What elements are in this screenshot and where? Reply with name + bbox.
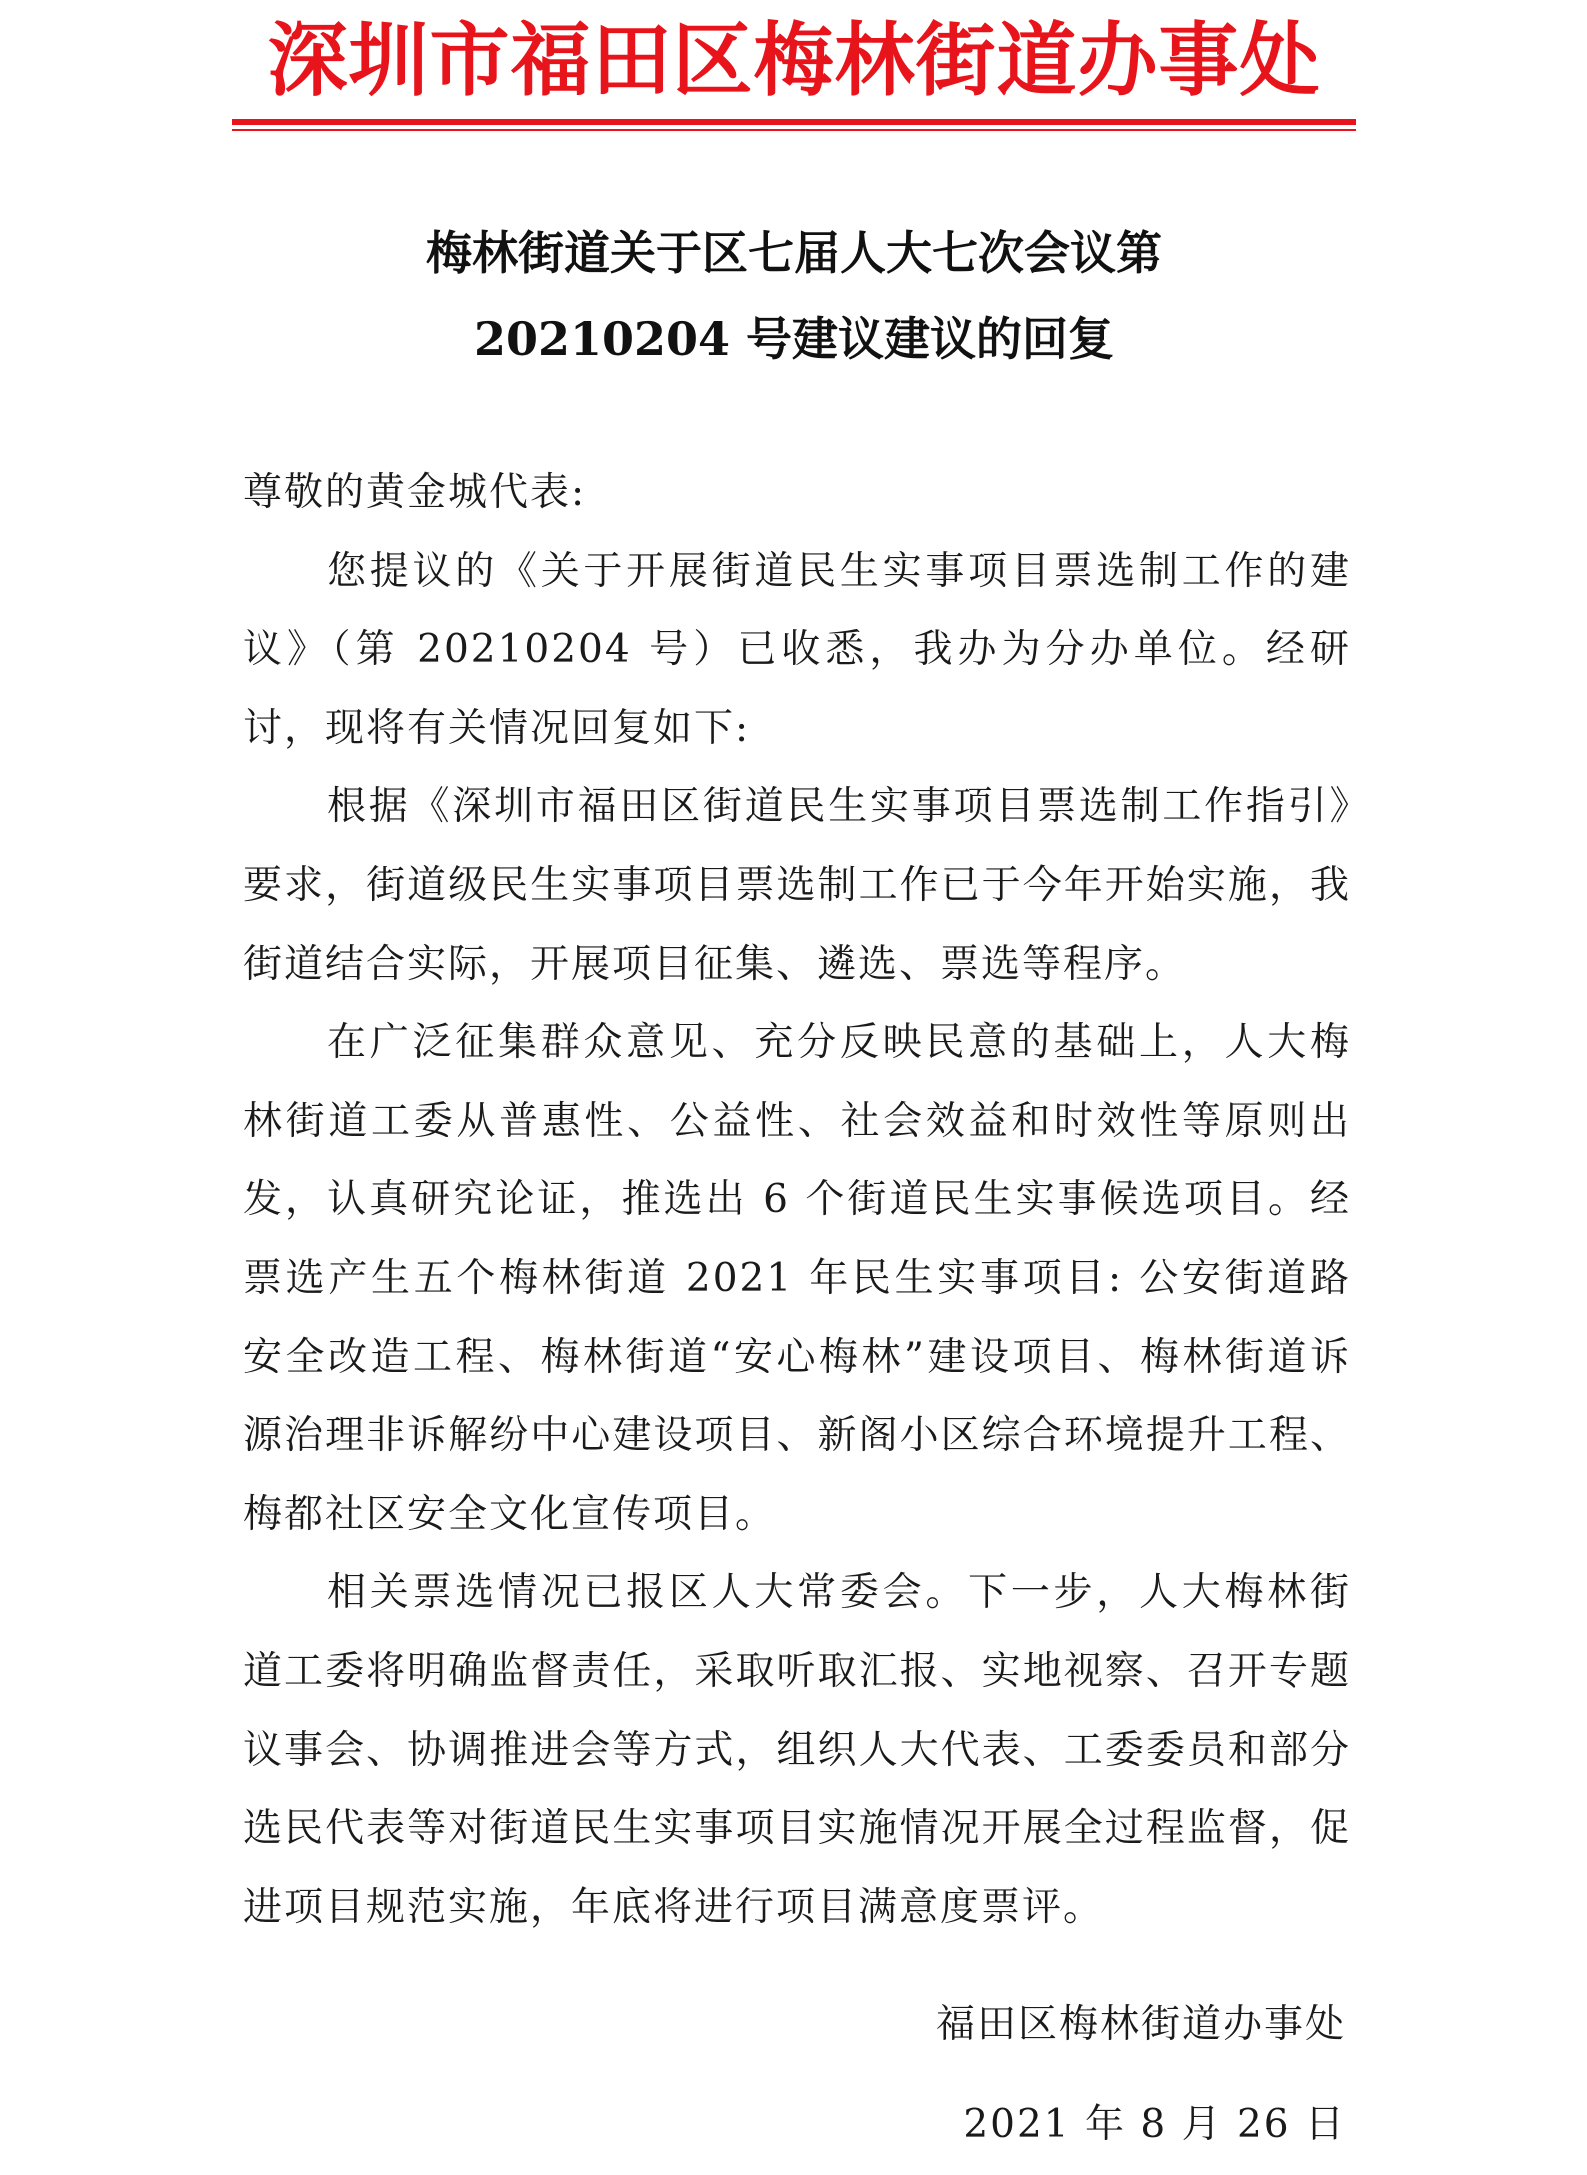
signature-block [800,1975,1346,2175]
masthead-rule-thin [232,129,1356,131]
body-paragraph-4: 相关票选情况已报区人大常委会。下一步，人大梅林街道工委将明确监督责任，采取听取汇报、实地视察、召开专题议事会、协调推进会等方式，组织人大代表、工委委员和部分选民代表等对街道民生实事项目实施情况开展全过程监督，促进项目规范实施，年底将进行项目满意度票评。 [243,1570,1351,1930]
body-paragraph-3: 在广泛征集群众意见、充分反映民意的基础上，人大梅林街道工委从普惠性、公益性、社会效益和时效性等原则出发，认真研究论证，推选出 6 个街道民生实事候选项目。经票选产生五个梅林街道 2021 年民生实事项目: 公安街道路安全改造工程、梅林街道“安心梅林”建设项目、梅林街道诉源治理非诉解纷中心建设项目、新阁小区综合环境提升工程、梅都社区安全文化宣传项目。 [243,1020,1351,1537]
salutation: 尊敬的黄金城代表: [243,470,587,515]
signature-organization: 福田区梅林街道办事处 [935,2002,1346,2047]
document-title [240,210,1348,382]
issuer-masthead: 深圳市福田区梅林街道办事处 [267,13,1321,107]
title-line-1: 梅林街道关于区七届人大七次会议第 [426,226,1162,280]
document-body [243,454,1351,1947]
body-paragraph-2: 根据《深圳市福田区街道民生实事项目票选制工作指引》要求，街道级民生实事项目票选制工作已于今年开始实施，我街道结合实际，开展项目征集、遴选、票选等程序。 [243,784,1351,987]
masthead-rule-thick [232,119,1356,125]
signature-date: 2021 年 8 月 26 日 [963,2102,1346,2147]
title-line-2: 20210204 号建议建议的回复 [473,312,1115,366]
body-paragraph-1: 您提议的《关于开展街道民生实事项目票选制工作的建议》（第 20210204 号）已收悉，我办为分办单位。经研讨，现将有关情况回复如下: [243,548,1351,751]
